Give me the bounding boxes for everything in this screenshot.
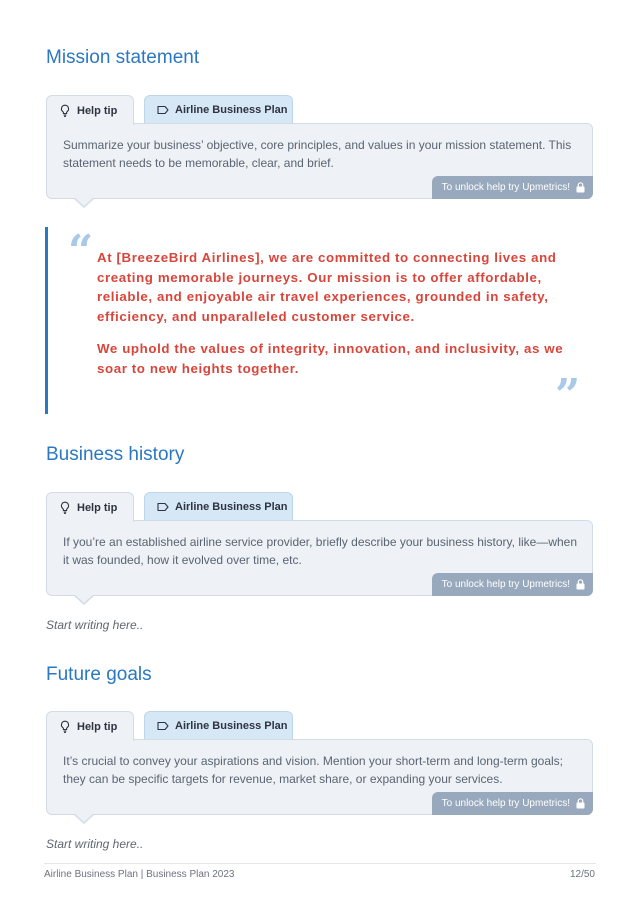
airline-business-plan-tab[interactable] <box>144 95 293 124</box>
footer-document-title: Airline Business Plan | Business Plan 2023 <box>44 869 235 880</box>
help-tip-tab[interactable] <box>46 95 134 125</box>
business-history-input[interactable]: Start writing here.. <box>46 618 144 632</box>
lock-icon <box>576 579 585 590</box>
tag-icon <box>157 721 169 731</box>
unlock-help-button[interactable] <box>432 176 593 199</box>
unlock-help-button[interactable] <box>432 573 593 596</box>
goals-tip-box <box>46 739 593 815</box>
close-quote-icon: ” <box>555 370 581 421</box>
mission-statement-title: Mission statement <box>46 47 200 68</box>
airline-business-plan-tab[interactable] <box>144 711 293 740</box>
help-tip-label: Help tip <box>77 501 118 514</box>
help-tip-label: Help tip <box>77 720 118 733</box>
history-tip-box <box>46 520 593 596</box>
unlock-help-label: To unlock help try Upmetrics! <box>441 182 570 193</box>
page-number: 12/50 <box>569 869 595 880</box>
plan-tab-label: Airline Business Plan <box>175 720 288 732</box>
unlock-help-label: To unlock help try Upmetrics! <box>441 579 570 590</box>
open-quote-icon: “ <box>68 226 94 277</box>
tag-icon <box>157 105 169 115</box>
future-goals-title: Future goals <box>46 664 152 685</box>
tip-pointer <box>73 814 95 824</box>
mission-tip-box <box>46 123 593 199</box>
mission-tip-text: Summarize your business’ objective, core principles, and values in your mission statement. This statement needs to be memorable, clear, and brief. <box>63 138 572 170</box>
unlock-help-button[interactable] <box>432 792 593 815</box>
tip-pointer <box>73 595 95 605</box>
help-tip-tab[interactable] <box>46 711 134 741</box>
unlock-help-label: To unlock help try Upmetrics! <box>441 798 570 809</box>
help-tip-tab[interactable] <box>46 492 134 522</box>
lightbulb-icon <box>59 720 71 733</box>
airline-business-plan-tab[interactable] <box>144 492 293 521</box>
lightbulb-icon <box>59 104 71 117</box>
lightbulb-icon <box>59 501 71 514</box>
lock-icon <box>576 798 585 809</box>
footer-divider <box>44 863 596 864</box>
help-tip-label: Help tip <box>77 104 118 117</box>
history-tip-text: If you’re an established airline service provider, briefly describe your business history, like—when it was founded, how it evolved over time, etc. <box>63 535 578 567</box>
goals-tip-text: It’s crucial to convey your aspirations and vision. Mention your short-term and long-term goals; they can be specific targets for revenue, market share, or expanding your services. <box>63 754 564 786</box>
plan-tab-label: Airline Business Plan <box>175 104 288 116</box>
quote-accent-bar <box>45 227 48 414</box>
plan-tab-label: Airline Business Plan <box>175 501 288 513</box>
mission-quote-paragraph-2: We uphold the values of integrity, innovation, and inclusivity, as we soar to new heights together. <box>97 341 564 376</box>
mission-quote-paragraph-1: At [BreezeBird Airlines], we are committed to connecting lives and creating memorable journeys. Our mission is to offer affordable, reliable, and enjoyable air travel experiences, grounded in safety, efficiency, and unparalleled customer service. <box>97 250 557 324</box>
tip-pointer <box>73 198 95 208</box>
business-history-title: Business history <box>46 444 185 465</box>
lock-icon <box>576 182 585 193</box>
future-goals-input[interactable]: Start writing here.. <box>46 837 144 851</box>
tag-icon <box>157 502 169 512</box>
